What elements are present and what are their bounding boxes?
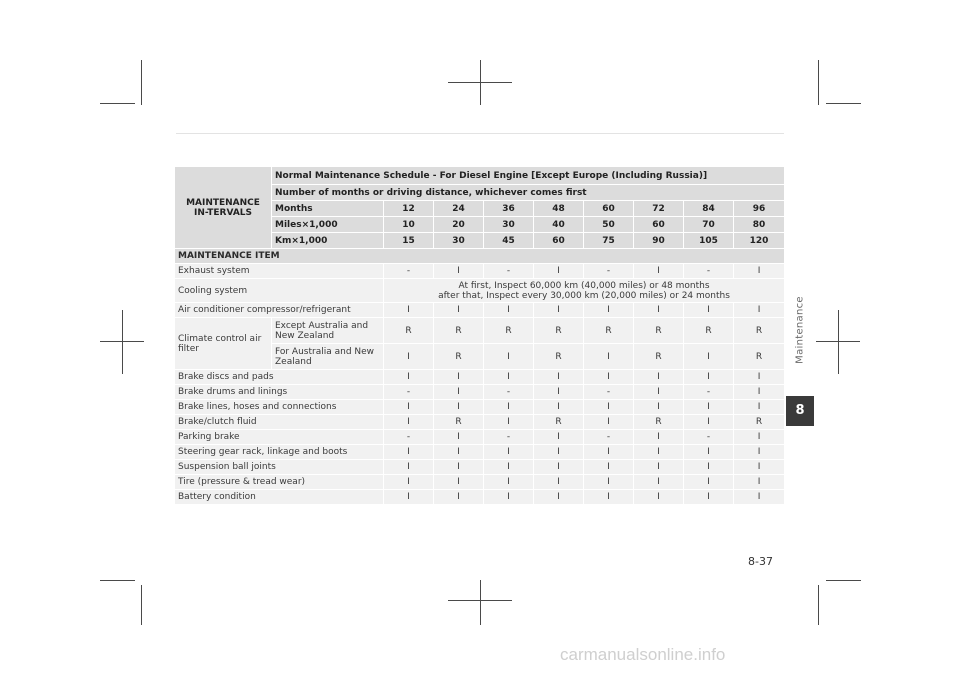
item-label: Climate control air filter (175, 318, 272, 370)
km-cell: 15 (384, 233, 434, 249)
miles-cell: 80 (734, 217, 785, 233)
header-rule (176, 133, 784, 134)
interval-cell: I (434, 370, 484, 385)
interval-cell: I (634, 370, 684, 385)
interval-cell: R (534, 344, 584, 370)
months-cell: 96 (734, 201, 785, 217)
interval-cell: R (634, 344, 684, 370)
km-cell: 75 (584, 233, 634, 249)
km-cell: 30 (434, 233, 484, 249)
interval-cell: R (634, 415, 684, 430)
crop-mark (100, 580, 135, 581)
miles-cell: 30 (484, 217, 534, 233)
interval-cell: - (584, 430, 634, 445)
watermark: carmanualsonline.info (560, 645, 726, 664)
interval-cell: I (484, 490, 534, 505)
interval-cell: I (584, 303, 634, 318)
interval-cell: R (584, 318, 634, 344)
interval-cell: I (384, 344, 434, 370)
interval-cell: I (484, 303, 534, 318)
interval-cell: I (684, 460, 734, 475)
interval-cell: I (684, 400, 734, 415)
crop-mark (826, 580, 861, 581)
interval-cell: I (434, 400, 484, 415)
interval-cell: I (584, 370, 634, 385)
chapter-tab: 8 (786, 396, 814, 426)
interval-cell: I (534, 400, 584, 415)
intervals-label: MAINTENANCE IN-TERVALS (175, 167, 272, 249)
interval-cell: R (634, 318, 684, 344)
table-row (175, 460, 785, 475)
interval-cell: I (634, 400, 684, 415)
miles-cell: 20 (434, 217, 484, 233)
table-row (175, 445, 785, 460)
interval-cell: - (484, 385, 534, 400)
interval-cell: I (734, 460, 785, 475)
interval-cell: I (384, 490, 434, 505)
interval-cell: I (584, 490, 634, 505)
crop-mark (448, 600, 512, 601)
interval-cell: I (634, 460, 684, 475)
interval-cell: I (484, 415, 534, 430)
crop-mark (818, 60, 819, 105)
interval-cell: I (734, 385, 785, 400)
interval-cell: I (734, 445, 785, 460)
interval-cell: I (484, 370, 534, 385)
interval-cell: I (734, 264, 785, 279)
maintenance-schedule-table (174, 166, 785, 505)
interval-cell: I (534, 385, 584, 400)
crop-mark (448, 82, 512, 83)
interval-cell: I (634, 264, 684, 279)
item-label: Tire (pressure & tread wear) (175, 475, 384, 490)
interval-cell: I (484, 344, 534, 370)
km-cell: 105 (684, 233, 734, 249)
section-side-label (779, 270, 821, 390)
table-row (175, 490, 785, 505)
cooling-note-line: At first, Inspect 60,000 km (40,000 miles) or 48 months (458, 280, 710, 291)
item-label: Cooling system (175, 279, 384, 303)
interval-cell: - (684, 264, 734, 279)
interval-cell: I (584, 400, 634, 415)
interval-cell: I (684, 490, 734, 505)
interval-cell: I (384, 303, 434, 318)
interval-cell: I (384, 370, 434, 385)
interval-cell: I (484, 460, 534, 475)
table-row (175, 415, 785, 430)
interval-cell: I (684, 370, 734, 385)
interval-cell: - (584, 264, 634, 279)
miles-cell: 10 (384, 217, 434, 233)
crop-mark (122, 310, 123, 374)
interval-cell: R (434, 344, 484, 370)
months-cell: 12 (384, 201, 434, 217)
crop-mark (100, 103, 135, 104)
interval-cell: I (634, 490, 684, 505)
interval-cell: - (384, 430, 434, 445)
interval-cell: I (384, 475, 434, 490)
interval-cell: I (584, 344, 634, 370)
interval-cell: R (734, 415, 785, 430)
interval-cell: I (434, 264, 484, 279)
interval-cell: I (584, 460, 634, 475)
miles-cell: 70 (684, 217, 734, 233)
interval-cell: I (734, 490, 785, 505)
crop-mark (826, 103, 861, 104)
crop-mark (141, 60, 142, 105)
interval-cell: R (734, 318, 785, 344)
item-label: Parking brake (175, 430, 384, 445)
interval-cell: I (634, 430, 684, 445)
interval-cell: R (534, 318, 584, 344)
interval-cell: I (534, 490, 584, 505)
interval-cell: I (584, 445, 634, 460)
miles-cell: 50 (584, 217, 634, 233)
item-rows (175, 370, 785, 505)
interval-cell: I (684, 445, 734, 460)
item-label: Air conditioner compressor/refrigerant (175, 303, 384, 318)
interval-cell: I (634, 445, 684, 460)
interval-cell: - (484, 430, 534, 445)
interval-cell: I (384, 445, 434, 460)
interval-cell: I (434, 490, 484, 505)
item-label: Exhaust system (175, 264, 384, 279)
interval-cell: - (384, 385, 434, 400)
interval-cell: I (434, 303, 484, 318)
page-number: 8-37 (748, 555, 773, 568)
months-cell: 60 (584, 201, 634, 217)
table-subtitle: Number of months or driving distance, whichever comes first (272, 185, 785, 201)
miles-label: Miles×1,000 (272, 217, 384, 233)
interval-cell: I (534, 460, 584, 475)
interval-cell: I (434, 460, 484, 475)
item-label: Steering gear rack, linkage and boots (175, 445, 384, 460)
interval-cell: R (384, 318, 434, 344)
item-label: Brake lines, hoses and connections (175, 400, 384, 415)
interval-cell: I (534, 370, 584, 385)
interval-cell: R (734, 344, 785, 370)
months-label: Months (272, 201, 384, 217)
interval-cell: R (534, 415, 584, 430)
crop-mark (818, 585, 819, 625)
interval-cell: I (534, 264, 584, 279)
interval-cell: R (484, 318, 534, 344)
months-cell: 48 (534, 201, 584, 217)
crop-mark (100, 341, 144, 342)
interval-cell: I (734, 303, 785, 318)
table-row (175, 475, 785, 490)
interval-cell: I (734, 430, 785, 445)
km-cell: 45 (484, 233, 534, 249)
interval-cell: I (684, 475, 734, 490)
item-label: Brake discs and pads (175, 370, 384, 385)
interval-cell: I (484, 400, 534, 415)
item-label: Battery condition (175, 490, 384, 505)
interval-cell: R (434, 318, 484, 344)
crop-mark (141, 585, 142, 625)
miles-cell: 40 (534, 217, 584, 233)
cooling-note (384, 279, 785, 303)
interval-cell: I (734, 370, 785, 385)
crop-mark (816, 341, 860, 342)
interval-cell: - (484, 264, 534, 279)
crop-mark (838, 310, 839, 374)
cooling-note-line: after that, Inspect every 30,000 km (20,000 miles) or 24 months (438, 290, 730, 301)
km-cell: 120 (734, 233, 785, 249)
km-label: Km×1,000 (272, 233, 384, 249)
miles-cell: 60 (634, 217, 684, 233)
interval-cell: I (434, 385, 484, 400)
interval-cell: I (534, 303, 584, 318)
section-label-text: Maintenance (794, 296, 806, 364)
interval-cell: I (434, 475, 484, 490)
crop-mark (480, 580, 481, 625)
interval-cell: I (384, 415, 434, 430)
interval-cell: I (684, 344, 734, 370)
interval-cell: R (684, 318, 734, 344)
table-title: Normal Maintenance Schedule - For Diesel Engine [Except Europe (Including Russia)] (272, 167, 785, 185)
table-row (175, 385, 785, 400)
km-cell: 60 (534, 233, 584, 249)
months-cell: 24 (434, 201, 484, 217)
interval-cell: R (434, 415, 484, 430)
sub-item-label: For Australia and New Zealand (272, 344, 384, 370)
km-cell: 90 (634, 233, 684, 249)
interval-cell: I (734, 475, 785, 490)
table-row (175, 430, 785, 445)
interval-cell: I (634, 475, 684, 490)
item-label: Brake/clutch fluid (175, 415, 384, 430)
interval-cell: I (684, 415, 734, 430)
item-label: Suspension ball joints (175, 460, 384, 475)
interval-cell: - (584, 385, 634, 400)
interval-cell: I (434, 445, 484, 460)
interval-cell: - (684, 385, 734, 400)
interval-cell: I (384, 400, 434, 415)
maintenance-item-header: MAINTENANCE ITEM (175, 249, 785, 264)
interval-cell: I (434, 430, 484, 445)
interval-cell: I (584, 415, 634, 430)
interval-cell: I (384, 460, 434, 475)
months-cell: 72 (634, 201, 684, 217)
months-cell: 36 (484, 201, 534, 217)
interval-cell: I (684, 303, 734, 318)
table-row (175, 370, 785, 385)
interval-cell: - (684, 430, 734, 445)
interval-cell: - (384, 264, 434, 279)
table-row (175, 400, 785, 415)
interval-cell: I (534, 475, 584, 490)
interval-cell: I (584, 475, 634, 490)
months-cell: 84 (684, 201, 734, 217)
interval-cell: I (634, 303, 684, 318)
interval-cell: I (534, 430, 584, 445)
interval-cell: I (484, 445, 534, 460)
item-label: Brake drums and linings (175, 385, 384, 400)
interval-cell: I (534, 445, 584, 460)
interval-cell: I (634, 385, 684, 400)
interval-cell: I (734, 400, 785, 415)
interval-cell: I (484, 475, 534, 490)
sub-item-label: Except Australia and New Zealand (272, 318, 384, 344)
